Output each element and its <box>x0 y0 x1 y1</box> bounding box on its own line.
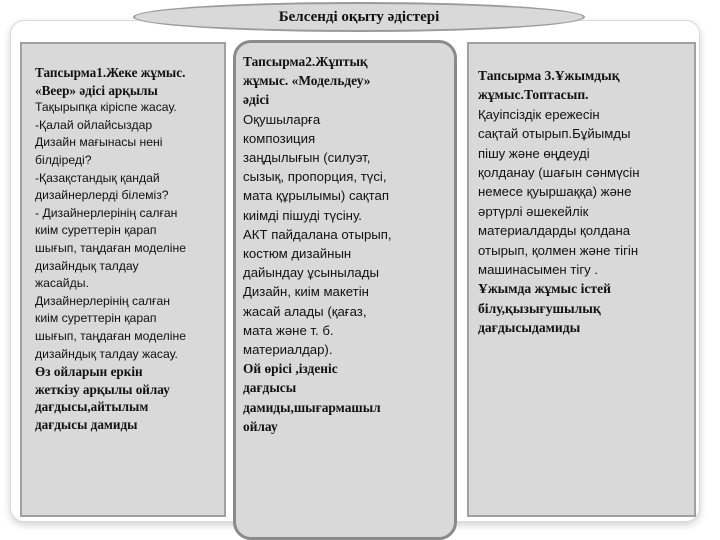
middle-text-line: АКТ пайдалана отырып, <box>243 226 392 242</box>
left-text-line: дағдысы дамиды <box>35 416 138 432</box>
right-text-line: машинасымен тігу . <box>478 262 599 278</box>
left-text-line: дағдысы,айтылым <box>35 399 149 415</box>
left-text-line: шығып, таңдаған моделіне <box>35 240 186 255</box>
right-text-line: жұмыс.Топтасып. <box>478 87 589 103</box>
middle-text-line: дағдысы <box>243 380 297 396</box>
left-text-line: Дизайн мағынасы нені <box>35 135 163 150</box>
left-text-line: білдіреді? <box>35 152 92 167</box>
middle-text-line: сызық, пропорция, түсі, <box>243 169 387 185</box>
left-text-line: дизайндық талдау <box>35 258 139 273</box>
right-text-line: немесе қуыршаққа) және <box>478 184 632 200</box>
right-text-line: Қауіпсіздік ережесін <box>478 106 600 122</box>
page-title: Белсенді оқыту әдістері <box>133 2 585 32</box>
middle-text-line: Оқушыларға <box>243 111 321 127</box>
task2-panel <box>233 40 457 540</box>
left-text-line: киім суреттерін қарап <box>35 311 157 326</box>
left-text-line: -Қалай ойлайсыздар <box>35 117 153 132</box>
left-text-line: -Қазақстандық қандай <box>35 170 160 185</box>
middle-text-line: әдісі <box>243 92 270 108</box>
right-text-line: Ұжымда жұмыс істей <box>478 281 611 297</box>
left-text-line: - Дизайнерлерінің салған <box>35 205 178 220</box>
middle-text-line: мата және т. б. <box>243 322 334 338</box>
right-text-line: әртүрлі әшекейлік <box>478 203 589 219</box>
task1-panel <box>20 42 226 517</box>
left-text-line: Тапсырма1.Жеке жұмыс. <box>35 65 186 80</box>
middle-text-line: ойлау <box>243 418 278 434</box>
right-text-line: пішу және өңдеуді <box>478 145 590 161</box>
middle-text-line: заңдылығын (силуэт, <box>243 150 371 166</box>
left-text-line: Дизайнерлерінің салған <box>35 293 170 308</box>
left-text-line: Тақырыпқа кіріспе жасау. <box>35 100 177 115</box>
right-text-line: отырып, қолмен және тігін <box>478 242 639 258</box>
right-text-line: сақтай отырып.Бұйымды <box>478 126 631 142</box>
right-text-line: қолданау (шағын сәнмүсін <box>478 165 640 181</box>
left-text-line: дизайнерлерді білеміз? <box>35 188 169 203</box>
left-text-line: дизайндық талдау жасау. <box>35 346 178 361</box>
left-text-line: шығып, таңдаған моделіне <box>35 328 186 343</box>
middle-text-line: мата құрылымы) сақтап <box>243 188 390 204</box>
middle-text-line: Ой өрісі ,ізденіс <box>243 361 338 377</box>
middle-text-line: киімді пішуді түсіну. <box>243 207 362 223</box>
middle-text-line: дайындау ұсынылады <box>243 265 379 281</box>
right-text-line: Тапсырма 3.Ұжымдық <box>478 68 620 83</box>
middle-text-line: композиция <box>243 130 316 146</box>
middle-text-line: жұмыс. «Модельдеу» <box>243 73 371 89</box>
right-text-line: дағдысыдамиды <box>478 320 581 336</box>
right-text-line: білу,қызығушылық <box>478 300 601 316</box>
task3-panel <box>467 42 696 517</box>
left-text-line: Өз ойларын еркін <box>35 364 143 380</box>
middle-text-line: жасай алады (қағаз, <box>243 303 367 319</box>
middle-text-line: костюм дизайнын <box>243 246 352 262</box>
left-text-line: киім суреттерін қарап <box>35 223 157 238</box>
left-text-line: жасайды. <box>35 276 89 291</box>
middle-text-line: Тапсырма2.Жұптық <box>243 54 368 69</box>
left-text-line: «Веер» әдісі арқылы <box>35 82 158 98</box>
middle-text-line: материалдар). <box>243 342 333 358</box>
right-text-line: материалдарды қолдана <box>478 223 631 239</box>
middle-text-line: Дизайн, киім макетін <box>243 284 369 300</box>
left-text-line: жеткізу арқылы ойлау <box>35 381 170 397</box>
middle-text-line: дамиды,шығармашыл <box>243 399 381 415</box>
